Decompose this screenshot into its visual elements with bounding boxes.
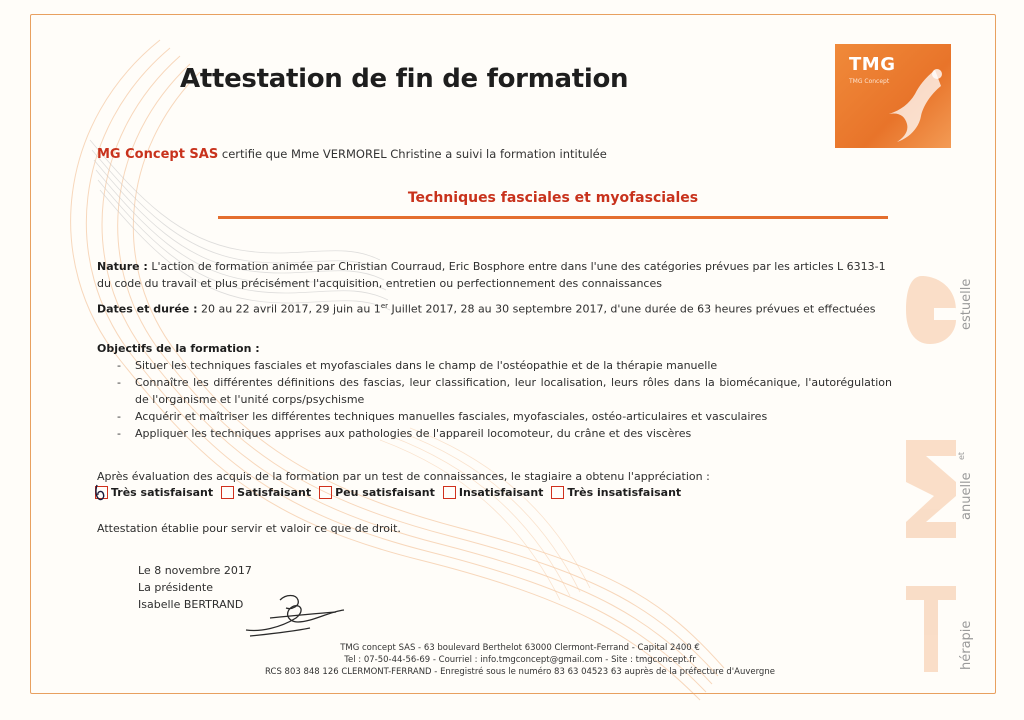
organization-name: MG Concept SAS xyxy=(97,147,219,162)
dates-text-start: 20 au 22 avril 2017, 29 juin au 1 xyxy=(200,302,381,316)
company-footer xyxy=(210,642,830,678)
side-word-et: et xyxy=(957,451,966,460)
objectives-label: Objectifs de la formation : xyxy=(97,342,260,355)
nature-paragraph xyxy=(97,258,892,292)
objectives-list xyxy=(97,357,892,442)
course-title-underline xyxy=(218,216,888,219)
option-label: Très satisfaisant xyxy=(111,486,214,499)
logo-subtext: TMG Concept xyxy=(849,78,890,85)
option-label: Insatisfaisant xyxy=(458,486,544,499)
footer-line-contact: Tel : 07-50-44-56-69 - Courriel : info.tmgconcept@gmail.com - Site : tmgconcept.fr xyxy=(344,655,696,665)
option-satisfaisant[interactable] xyxy=(221,486,311,499)
certify-text: certifie que Mme VERMOREL Christine a suivi la formation intitulée xyxy=(221,147,607,161)
option-insatisfaisant[interactable] xyxy=(443,486,544,499)
nature-text: L'action de formation animée par Christian Courraud, Eric Bosphore entre dans l'une des catégories prévues par les articles L 6313-1 du code du travail et plus précisément l'acquisition, entretien ou perfectionnement des connaissances xyxy=(97,260,886,290)
list-item: - Situer les techniques fasciales et myofasciales dans le champ de l'ostéopathie et de la thérapie manuelle xyxy=(97,357,892,374)
checkbox-peu-satisfaisant[interactable] xyxy=(319,486,332,499)
attestation-statement: Attestation établie pour servir et valoir ce que de droit. xyxy=(97,522,401,535)
handwritten-signature xyxy=(240,588,350,640)
dates-superscript: er xyxy=(380,302,388,310)
checkbox-satisfaisant[interactable] xyxy=(221,486,234,499)
checkbox-tres-insatisfaisant[interactable] xyxy=(551,486,564,499)
side-word-manuelle: anuelle xyxy=(959,472,974,520)
signature-block xyxy=(138,562,252,613)
nature-label: Nature : xyxy=(97,260,148,273)
tmg-logo xyxy=(835,44,951,148)
signature-name: Isabelle BERTRAND xyxy=(138,598,244,611)
page-title: Attestation de fin de formation xyxy=(180,64,629,94)
footer-line-address: TMG concept SAS - 63 boulevard Berthelot 63000 Clermont-Ferrand - Capital 2400 € xyxy=(340,643,700,653)
option-label: Satisfaisant xyxy=(237,486,312,499)
footer-line-registration: RCS 803 848 126 CLERMONT-FERRAND - Enregistré sous le numéro 83 63 04523 63 auprès de la préfecture d'Auvergne xyxy=(265,667,775,677)
signature-role: La présidente xyxy=(138,581,213,594)
side-word-therapie: hérapie xyxy=(959,620,974,670)
list-item: - Connaître les différentes définitions des fascias, leur classification, leur localisation, leurs rôles dans la biomécanique, l'autorégulation de l'organisme et l'unité corps/psychisme xyxy=(97,374,892,408)
checkbox-tres-satisfaisant[interactable] xyxy=(95,486,108,499)
appraisal-options xyxy=(95,486,689,499)
list-item: - Acquérir et maîtriser les différentes techniques manuelles fasciales, myofasciales, ostéo-articulaires et vasculaires xyxy=(97,408,892,425)
option-tres-satisfaisant[interactable] xyxy=(95,486,213,499)
option-peu-satisfaisant[interactable] xyxy=(319,486,435,499)
option-label: Peu satisfaisant xyxy=(335,486,435,499)
appraisal-text: Après évaluation des acquis de la formation par un test de connaissances, le stagiaire a obtenu l'appréciation : xyxy=(97,470,710,483)
dates-label: Dates et durée : xyxy=(97,302,198,316)
logo-text: TMG xyxy=(849,54,896,75)
checkbox-insatisfaisant[interactable] xyxy=(443,486,456,499)
dates-text-end: Juillet 2017, 28 au 30 septembre 2017, d'une durée de 63 heures prévues et effectuées xyxy=(388,302,876,316)
option-label: Très insatisfaisant xyxy=(567,486,682,499)
tmg-side-watermark xyxy=(900,220,986,680)
signature-date: Le 8 novembre 2017 xyxy=(138,564,252,577)
dancer-figure-icon xyxy=(875,64,949,144)
course-title: Techniques fasciales et myofasciales xyxy=(407,190,699,206)
list-item: - Appliquer les techniques apprises aux pathologies de l'appareil locomoteur, du crâne et des viscères xyxy=(97,425,892,442)
side-word-gestuelle: estuelle xyxy=(959,278,974,330)
dates-paragraph xyxy=(97,298,892,318)
option-tres-insatisfaisant[interactable] xyxy=(551,486,681,499)
certify-line xyxy=(97,147,607,162)
objectives-section xyxy=(97,340,892,442)
handwritten-check-icon xyxy=(93,483,111,503)
